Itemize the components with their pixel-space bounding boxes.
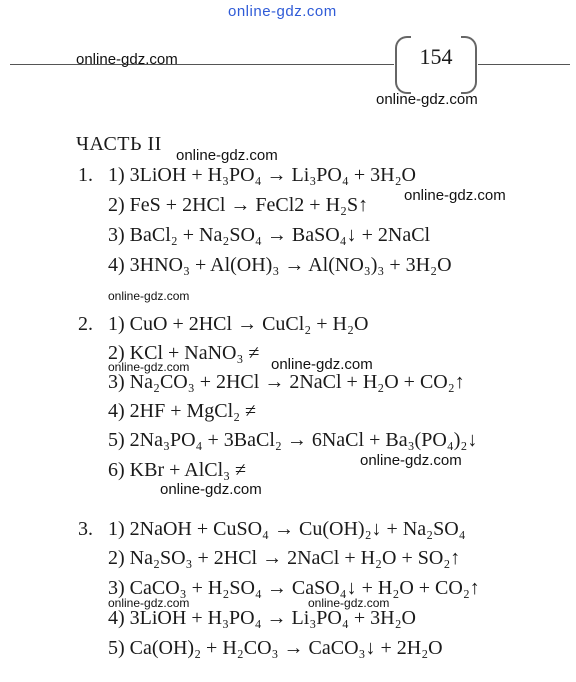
equation-line: 2) KCl + NaNO₃ ≠ bbox=[108, 342, 260, 364]
equation-line: 6) KBr + AlCl₃ ≠ bbox=[108, 459, 247, 481]
watermark-top: online-gdz.com bbox=[228, 3, 337, 20]
equation-line: 4) 3HNO₃ + Al(OH)₃ → Al(NO₃)₃ + 3H₂O bbox=[108, 254, 452, 276]
equation-line: 2) Na₂SO₃ + 2HCl → 2NaCl + H₂O + SO₂↑ bbox=[108, 547, 461, 569]
section-title: ЧАСТЬ II bbox=[76, 133, 162, 155]
watermark: online-gdz.com bbox=[108, 289, 190, 303]
watermark: online-gdz.com bbox=[271, 356, 373, 373]
equation-line: 3) Na₂CO₃ + 2HCl → 2NaCl + H₂O + CO₂↑ bbox=[108, 371, 465, 393]
equation-line: 5) Ca(OH)₂ + H₂CO₃ → CaCO₃↓ + 2H₂O bbox=[108, 637, 443, 659]
watermark: online-gdz.com bbox=[108, 596, 190, 610]
equation-line: 1) CuO + 2HCl → CuCl₂ + H₂O bbox=[108, 313, 369, 335]
equation-line: 4) 3LiOH + H₃PO₄ → Li₃PO₄ + 3H₂O bbox=[108, 607, 416, 629]
watermark: online-gdz.com bbox=[308, 596, 390, 610]
watermark: online-gdz.com bbox=[176, 147, 278, 164]
header-rule-right bbox=[478, 64, 570, 65]
watermark: online-gdz.com bbox=[108, 360, 190, 374]
equation-line: 3) CaCO₃ + H₂SO₄ → CaSO₄↓ + H₂O + CO₂↑ bbox=[108, 577, 480, 599]
header-rule-left bbox=[10, 64, 394, 65]
task-number: 2. bbox=[78, 313, 93, 335]
page-number: 154 bbox=[419, 44, 453, 69]
equation-line: 1) 3LiOH + H₃PO₄ → Li₃PO₄ + 3H₂O bbox=[108, 164, 416, 186]
equation-line: 5) 2Na₃PO₄ + 3BaCl₂ → 6NaCl + Ba₃(PO₄)₂↓ bbox=[108, 429, 478, 451]
equation-line: 1) 2NaOH + CuSO₄ → Cu(OH)₂↓ + Na₂SO₄ bbox=[108, 518, 466, 540]
equation-line: 4) 2HF + MgCl₂ ≠ bbox=[108, 400, 257, 422]
equation-line: 3) BaCl₂ + Na₂SO₄ → BaSO₄↓ + 2NaCl bbox=[108, 224, 431, 246]
watermark: online-gdz.com bbox=[376, 91, 478, 108]
watermark: online-gdz.com bbox=[404, 187, 506, 204]
equation-line: 2) FeS + 2HCl → FeCl2 + H₂S↑ bbox=[108, 194, 369, 216]
task-number: 1. bbox=[78, 164, 93, 186]
watermark: online-gdz.com bbox=[76, 51, 178, 68]
task-number: 3. bbox=[78, 518, 93, 540]
watermark: online-gdz.com bbox=[360, 452, 462, 469]
page-number-box bbox=[395, 36, 477, 90]
watermark: online-gdz.com bbox=[160, 481, 262, 498]
